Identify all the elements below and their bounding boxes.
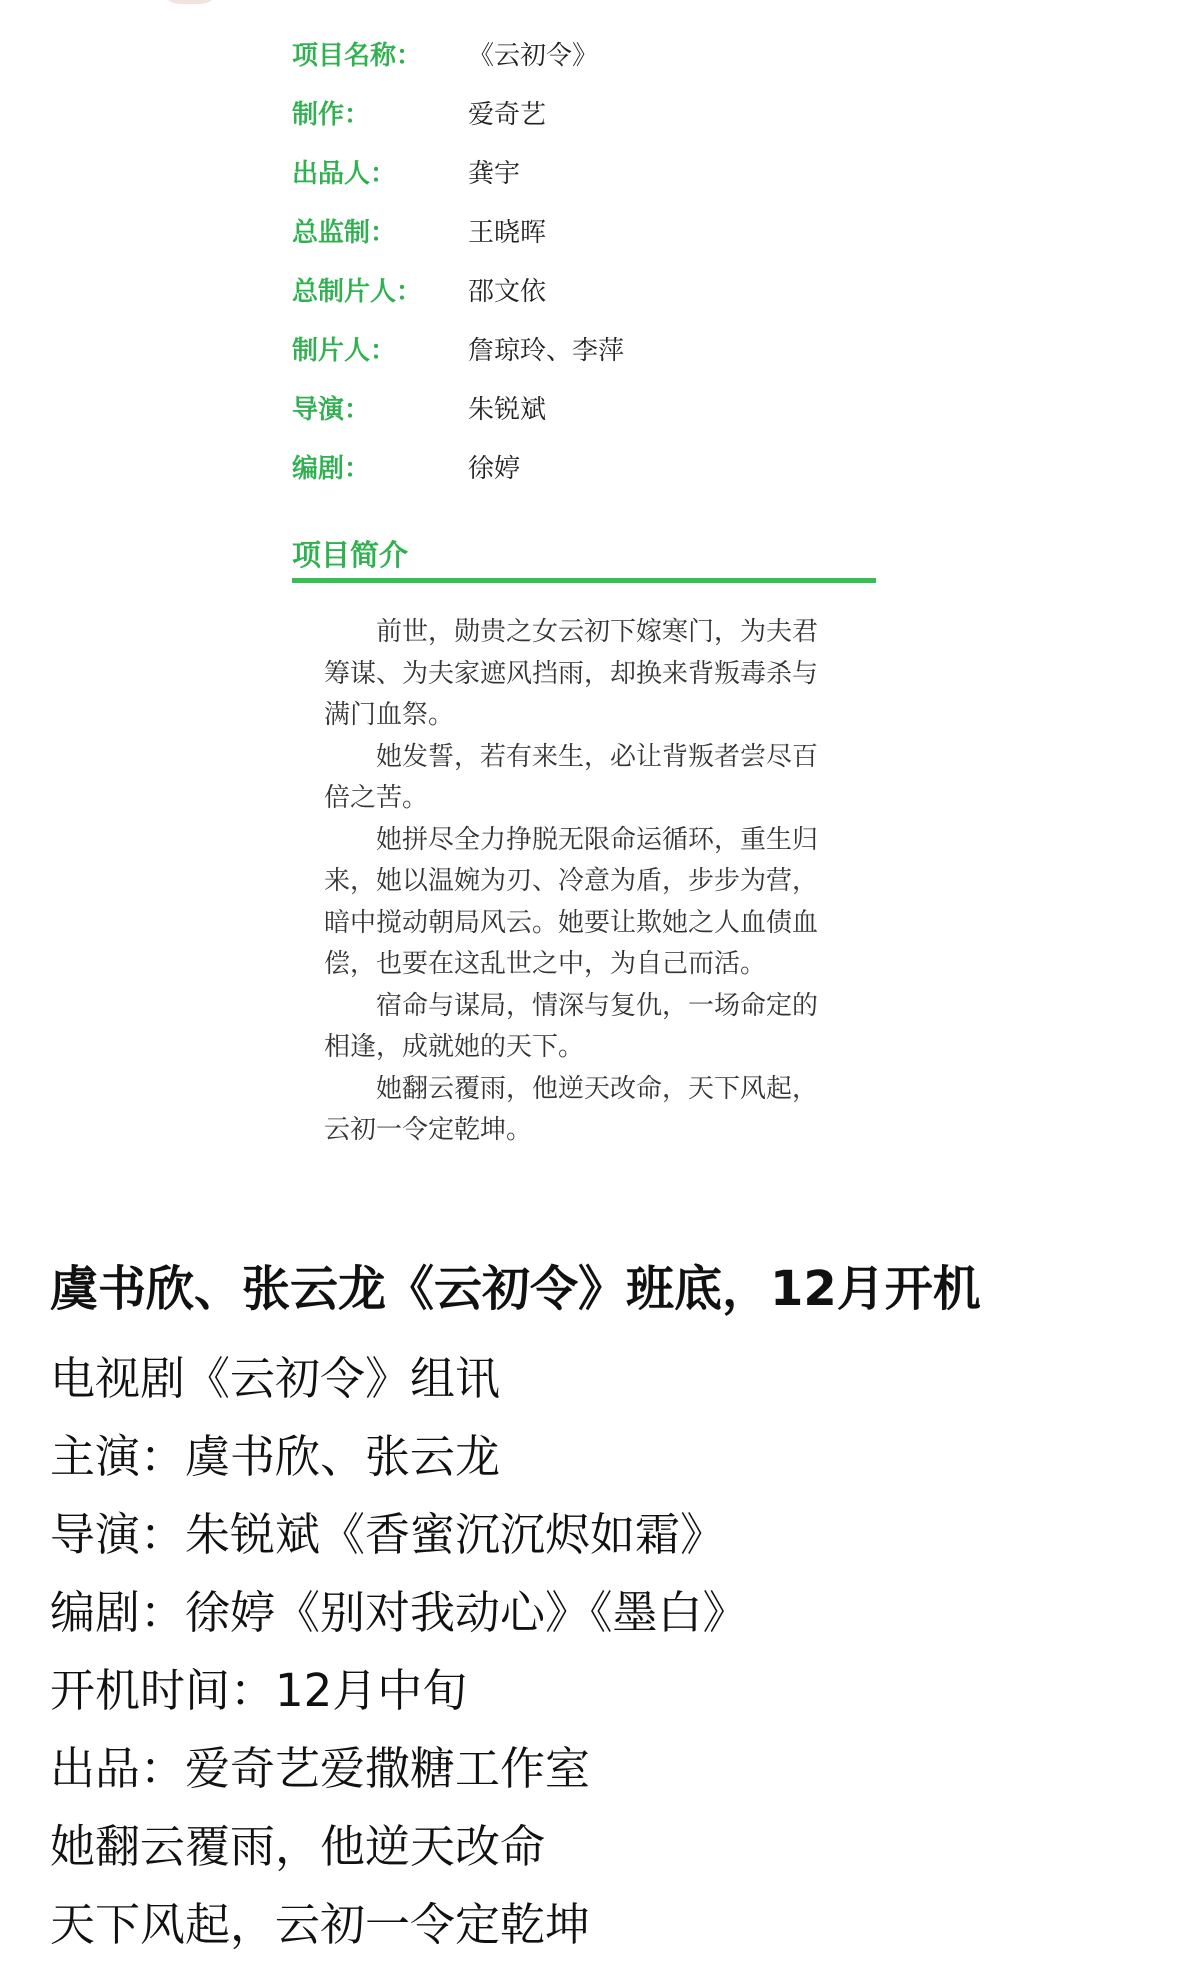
info-value: 《云初令》 (468, 41, 599, 71)
post-line: 编剧：徐婷《别对我动心》《墨白》 (50, 1586, 748, 1639)
avatar (160, 0, 220, 4)
info-label: 出品人： (292, 159, 397, 189)
info-label: 制片人： (292, 336, 397, 366)
synopsis-paragraph: 前世，勋贵之女云初下嫁寒门，为夫君筹谋、为夫家遮风挡雨，却换来背叛毒杀与满门血祭。 (324, 617, 819, 730)
info-label: 制作： (292, 100, 371, 130)
post-line: 出品：爱奇艺爱撒糖工作室 (50, 1742, 591, 1795)
info-row-presenter (292, 142, 912, 201)
synopsis-paragraph: 她拼尽全力挣脱无限命运循环，重生归来，她以温婉为刃、冷意为盾，步步为营，暗中搅动朝局风云。她要让欺她之人血债血偿，也要在这乱世之中，为自己而活。 (324, 824, 819, 979)
post-headline: 虞书欣、张云龙《云初令》班底，12月开机 (50, 1261, 981, 1317)
section-divider (292, 578, 876, 583)
info-value: 王晓晖 (468, 218, 547, 248)
synopsis-paragraph: 她翻云覆雨，他逆天改命，天下风起，云初一令定乾坤。 (324, 1073, 819, 1145)
info-value: 龚宇 (468, 159, 521, 189)
info-row-chief-producer (292, 260, 912, 319)
info-value: 爱奇艺 (468, 100, 547, 130)
info-label: 总制片人： (292, 277, 423, 307)
info-label: 总监制： (292, 218, 397, 248)
info-value: 徐婷 (468, 454, 521, 484)
post-line: 天下风起，云初一令定乾坤 (50, 1898, 591, 1951)
info-row-project-name (292, 24, 912, 83)
info-row-chief-supervisor (292, 201, 912, 260)
info-value: 詹琼玲、李萍 (468, 336, 625, 366)
info-label: 编剧： (292, 454, 371, 484)
post-line: 她翻云覆雨，他逆天改命 (50, 1820, 546, 1873)
post-line: 电视剧《云初令》组讯 (50, 1352, 501, 1405)
info-value: 朱锐斌 (468, 395, 547, 425)
post-line: 导演：朱锐斌《香蜜沉沉烬如霜》 (50, 1508, 726, 1561)
synopsis-body (324, 612, 820, 1152)
post-line: 开机时间：12月中旬 (50, 1664, 468, 1717)
post-line: 主演：虞书欣、张云龙 (50, 1430, 501, 1483)
synopsis-paragraph: 宿命与谋局，情深与复仇，一场命定的相逢，成就她的天下。 (324, 990, 819, 1062)
info-label: 项目名称： (292, 41, 423, 71)
info-label: 导演： (292, 395, 371, 425)
info-row-production (292, 83, 912, 142)
project-info-table (292, 24, 912, 496)
synopsis-title: 项目简介 (292, 538, 409, 572)
info-row-producer (292, 319, 912, 378)
synopsis-paragraph: 她发誓，若有来生，必让背叛者尝尽百倍之苦。 (324, 741, 819, 813)
info-row-director (292, 378, 912, 437)
post-body (50, 1340, 1150, 1964)
info-value: 邵文依 (468, 277, 547, 307)
info-row-screenwriter (292, 437, 912, 496)
